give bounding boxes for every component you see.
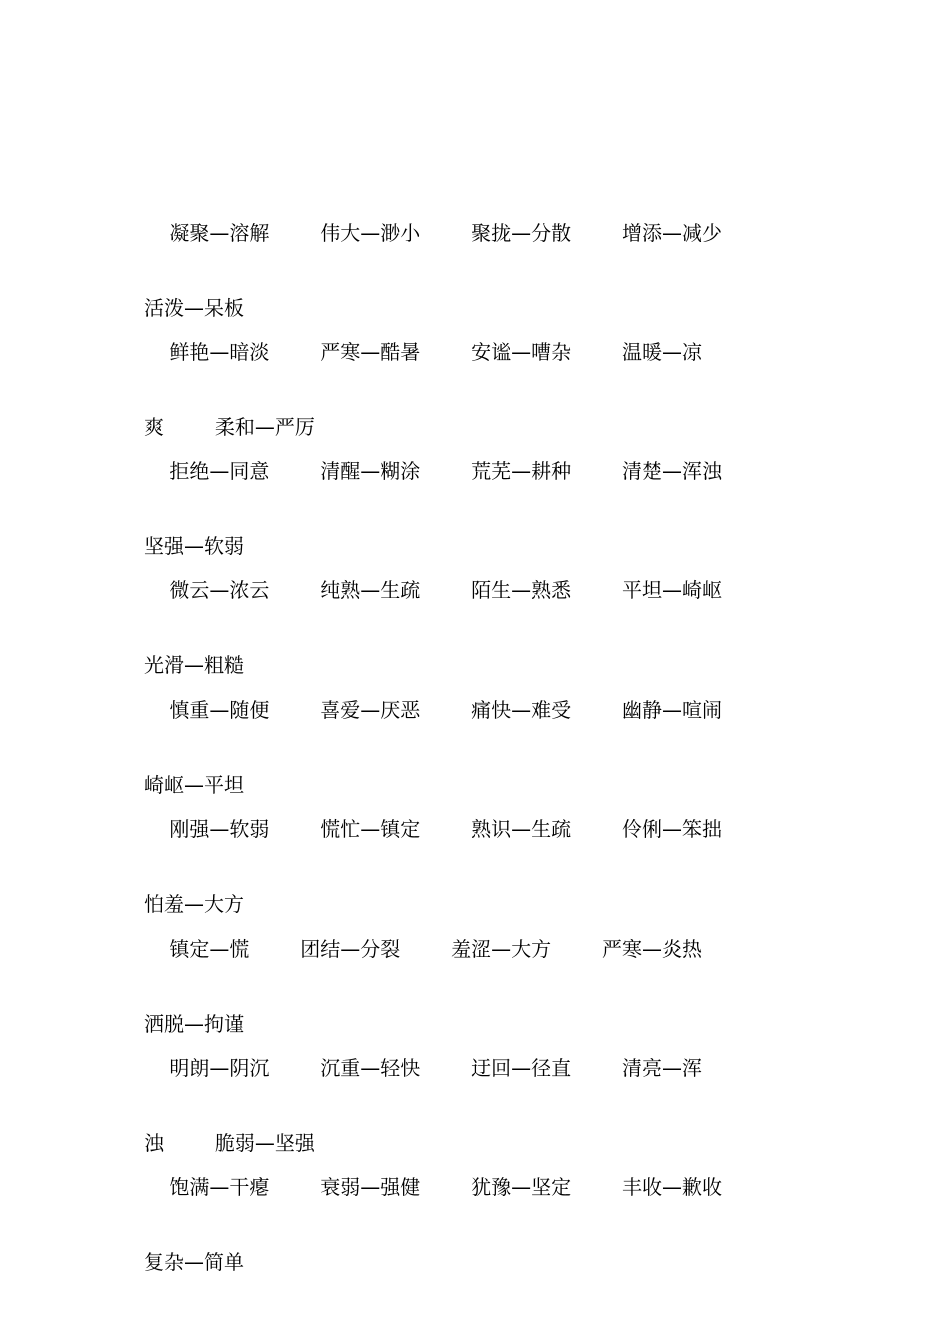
paragraph-line: 活泼—呆板 — [144, 296, 244, 320]
paragraph-line: 浊 脆弱—坚强 — [144, 1131, 315, 1155]
paragraph-line: 拒绝—同意 清醒—糊涂 荒芜—耕种 清楚—浑浊 — [144, 459, 723, 483]
paragraph-line: 坚强—软弱 — [144, 534, 244, 558]
paragraph-line: 复杂—简单 — [144, 1250, 244, 1274]
antonym-paragraph — [144, 1125, 804, 1325]
paragraph-line: 慎重—随便 喜爱—厌恶 痛快—难受 幽静—喧闹 — [144, 698, 723, 722]
paragraph-line: 崎岖—平坦 — [144, 773, 244, 797]
paragraph-line: 怕羞—大方 — [144, 892, 244, 916]
paragraph-line: 凝聚—溶解 伟大—渺小 聚拢—分散 增添—减少 — [144, 221, 723, 245]
paragraph-line: 刚强—软弱 慌忙—镇定 熟识—生疏 伶俐—笨拙 — [144, 817, 723, 841]
paragraph-line: 鲜艳—暗淡 严寒—酷暑 安谧—嘈杂 温暖—凉 — [144, 340, 703, 364]
paragraph-line: 微云—浓云 纯熟—生疏 陌生—熟悉 平坦—崎岖 — [144, 578, 723, 602]
paragraph-line: 明朗—阴沉 沉重—轻快 迂回—径直 清亮—浑 — [144, 1056, 703, 1080]
paragraph-line: 饱满—干瘪 衰弱—强健 犹豫—坚定 丰收—歉收 — [144, 1175, 723, 1199]
paragraph-line: 光滑—粗糙 — [144, 653, 244, 677]
paragraph-line: 爽 柔和—严厉 — [144, 415, 315, 439]
paragraph-line: 镇定—慌 团结—分裂 羞涩—大方 严寒—炎热 — [144, 937, 703, 961]
paragraph-line: 洒脱—拘谨 — [144, 1012, 244, 1036]
